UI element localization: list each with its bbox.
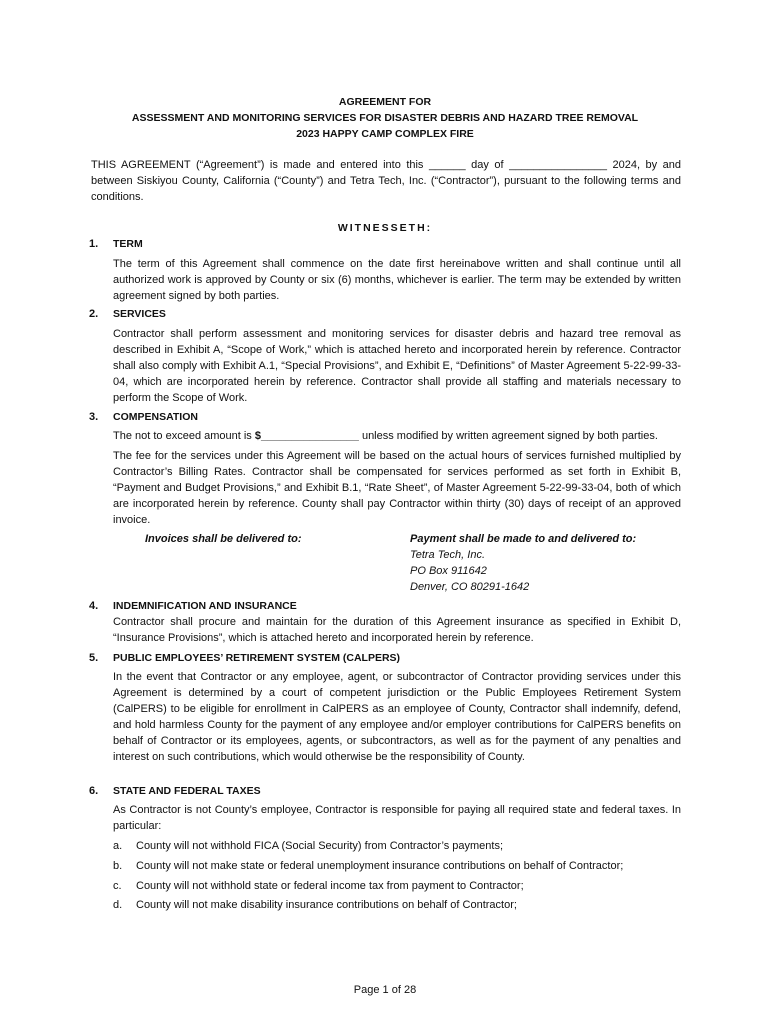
section-4-text: Contractor shall procure and maintain for the duration of this Agreement insurance as specified in Exhibit D, “Insurance Provisions”, which is attached hereto and incorporated herein by reference. xyxy=(113,616,681,644)
section-2-heading: SERVICES xyxy=(113,308,166,320)
payee-po-box: PO Box 911642 xyxy=(410,565,487,577)
list-item-a-label: a. xyxy=(113,840,123,852)
title-line-2: ASSESSMENT AND MONITORING SERVICES FOR DISASTER DEBRIS AND HAZARD TREE REMOVAL xyxy=(131,112,639,124)
section-1-heading: TERM xyxy=(113,238,143,250)
list-item-d-text: County will not make disability insurance contributions on behalf of Contractor; xyxy=(136,899,517,911)
nte-suffix: unless modified by written agreement signed by both parties. xyxy=(358,430,658,442)
section-6-text: As Contractor is not County’s employee, Contractor is responsible for paying all required state and federal taxes. In particular: xyxy=(113,804,681,832)
title-line-1: AGREEMENT FOR xyxy=(338,96,432,108)
section-5-text: In the event that Contractor or any employee, agent, or subcontractor of Contractor providing services under this Agreement is determined by a court of competent jurisdiction or the Public Employees Retirement System (CalPERS) to be eligible for enrollment in CalPERS as an employee of County, Contractor shall indemnify, defend, and hold harmless County for the payment of any employee and/or employer contributions for CalPERS benefits on behalf of Contractor or its employees, agents, or subcontractors, as well as for the payment of any penalties and interest on such contributions, which would otherwise be the responsibility of County. xyxy=(113,671,681,763)
section-2-text: Contractor shall perform assessment and monitoring services for disaster debris and hazard tree removal as described in Exhibit A, “Scope of Work,” which is attached hereto and incorporated herein by reference. Contractor shall also comply with Exhibit A.1, “Special Provisions”, and Exhibit E, “Definitions” of Master Agreement 5-22-99-33-04, which are incorporated herein by reference. Contractor shall provide all staffing and materials necessary to perform the Scope of Work. xyxy=(113,328,681,404)
section-5-number: 5. xyxy=(89,652,99,664)
section-6-number: 6. xyxy=(89,785,99,797)
list-item-d-label: d. xyxy=(113,899,123,911)
list-item-c-label: c. xyxy=(113,880,122,892)
section-4-number: 4. xyxy=(89,600,99,612)
section-2-number: 2. xyxy=(89,308,99,320)
title-line-3: 2023 HAPPY CAMP COMPLEX FIRE xyxy=(296,128,474,140)
section-3-text: The fee for the services under this Agreement will be based on the actual hours of services furnished multiplied by Contractor’s Billing Rates. Contractor shall be compensated for services performed as set forth in Exhibit B, “Payment and Budget Provisions,” and Exhibit B.1, “Rate Sheet”, of Master Agreement 5-22-99-33-04, both of which are incorporated herein by reference. County shall pay Contractor within thirty (30) days of receipt of an approved invoice. xyxy=(113,450,681,526)
section-3-number: 3. xyxy=(89,411,99,423)
intro-paragraph: THIS AGREEMENT (“Agreement”) is made and entered into this ______ day of ________________ 2024, by and between Siskiyou County, California (“County”) and Tetra Tech, Inc. (“Contractor”), pursuant to the following terms and conditions. xyxy=(91,159,681,203)
invoices-label: Invoices shall be delivered to: xyxy=(145,533,302,545)
section-1-number: 1. xyxy=(89,238,99,250)
nte-amount: $________________ xyxy=(254,430,359,442)
list-item-b-label: b. xyxy=(113,860,123,872)
list-item-a-text: County will not withhold FICA (Social Security) from Contractor’s payments; xyxy=(136,840,504,852)
payee-name: Tetra Tech, Inc. xyxy=(410,549,486,561)
section-6-heading: STATE AND FEDERAL TAXES xyxy=(113,785,261,797)
section-4-heading: INDEMNIFICATION AND INSURANCE xyxy=(113,600,297,612)
nte-line xyxy=(113,428,681,444)
section-1-text: The term of this Agreement shall commence on the date first hereinabove written and shall continue until all authorized work is approved by County or six (6) months, whichever is earlier. The term may be extended by written agreement signed by both parties. xyxy=(113,258,681,302)
payment-label: Payment shall be made to and delivered to: xyxy=(410,533,637,545)
list-item-b-text: County will not make state or federal unemployment insurance contributions on behalf of Contractor; xyxy=(136,860,624,872)
payee-city: Denver, CO 80291-1642 xyxy=(410,581,530,593)
nte-prefix: The not to exceed amount is xyxy=(113,430,255,442)
list-item-c-text: County will not withhold state or federal income tax from payment to Contractor; xyxy=(136,880,524,892)
witnesseth-heading: WITNESSETH: xyxy=(337,222,433,234)
section-5-heading: PUBLIC EMPLOYEES’ RETIREMENT SYSTEM (CALPERS) xyxy=(113,652,401,664)
section-3-heading: COMPENSATION xyxy=(113,411,198,423)
page-number: Page 1 of 28 xyxy=(353,984,417,996)
